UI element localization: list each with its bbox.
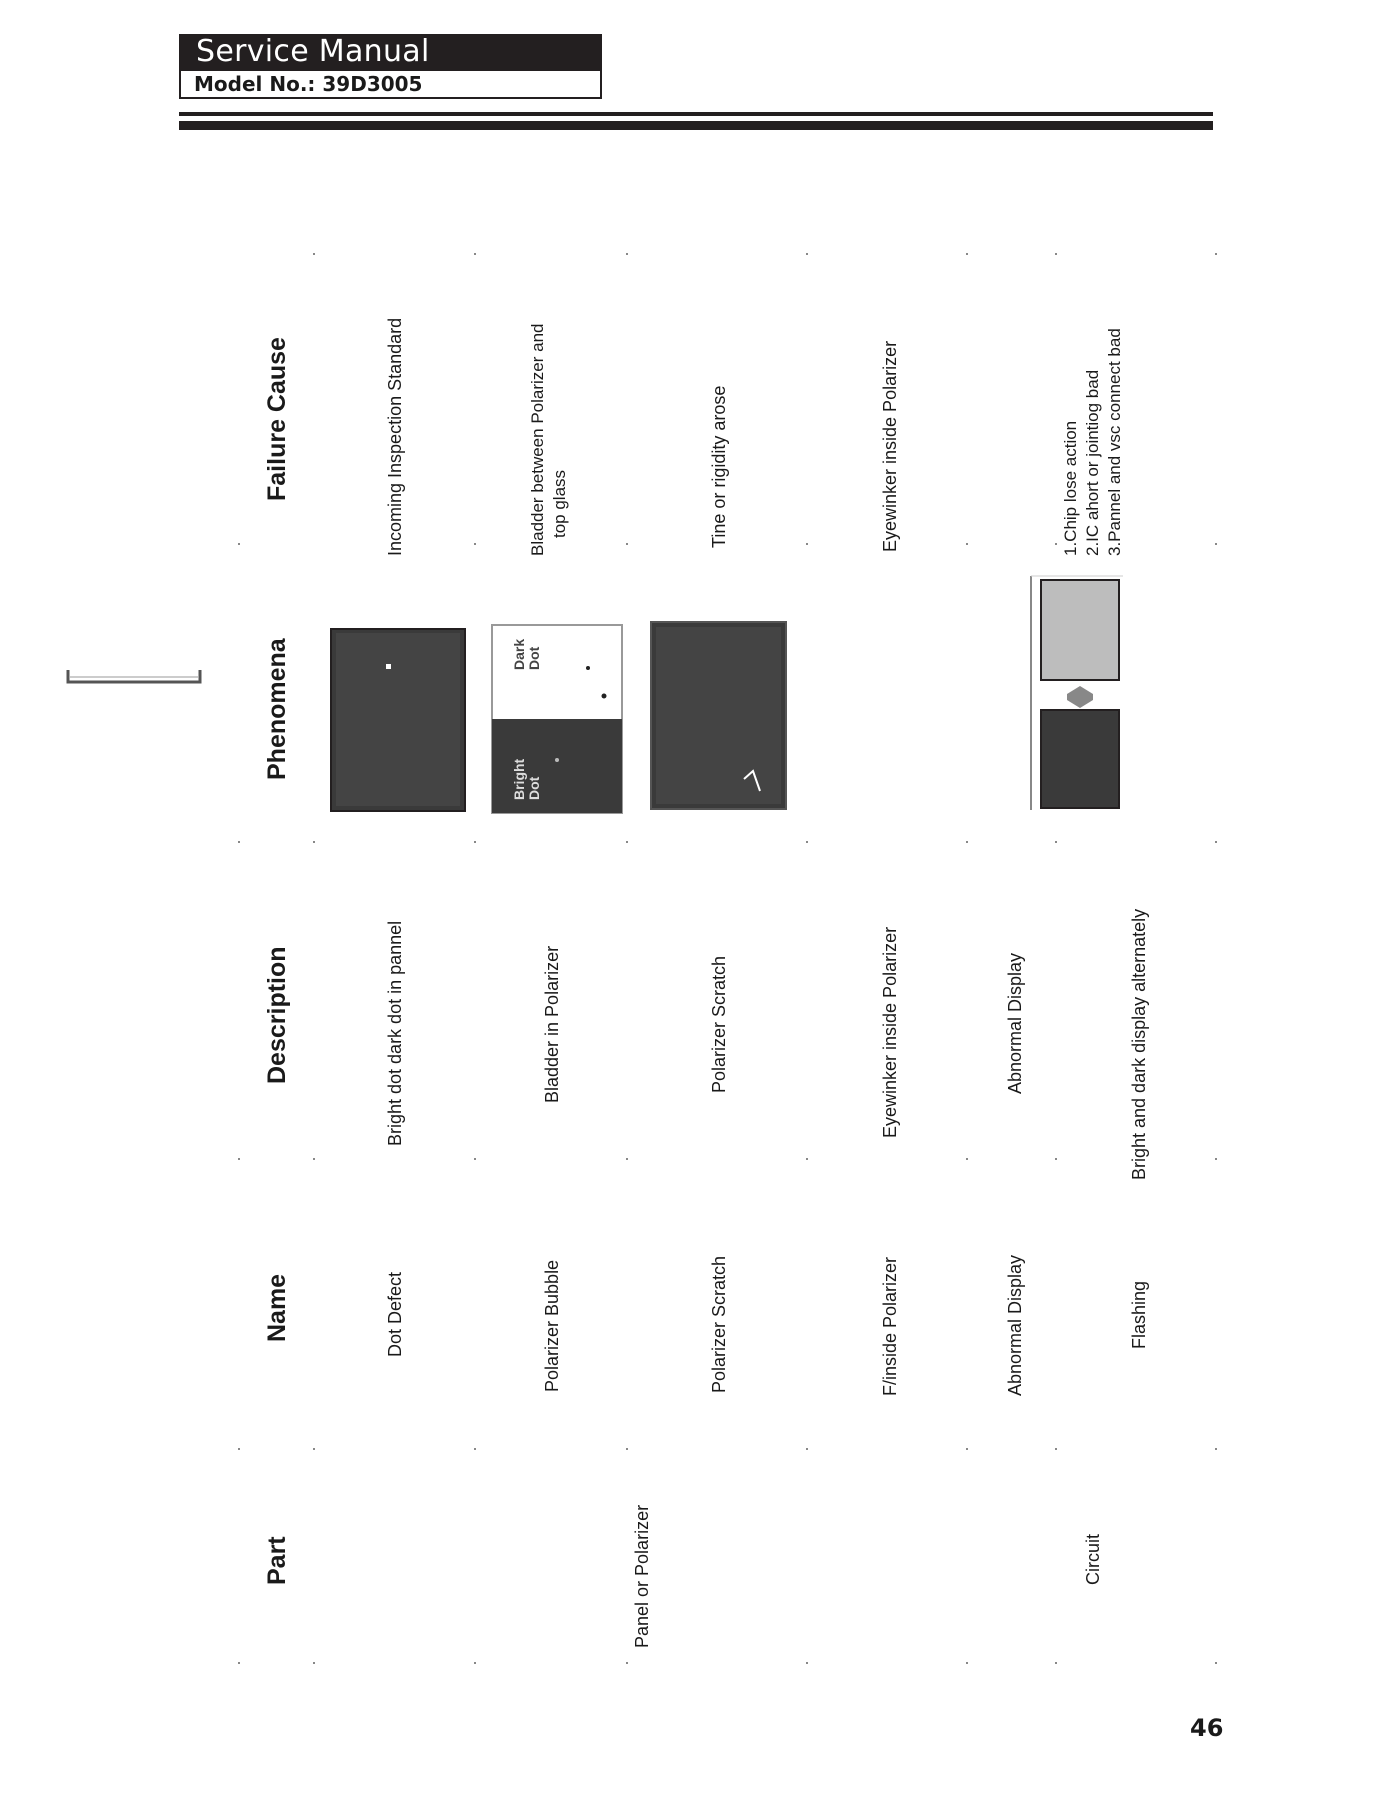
name-polarizer-bubble: Polarizer Bubble: [542, 1259, 562, 1392]
phenomena-polarizer-scratch-image: [650, 621, 787, 810]
column-header-name: Name: [263, 1273, 291, 1342]
phenomena-dark-dot-label: Dark Dot: [511, 638, 542, 670]
cause-polarizer-scratch: Tine or rigidity arose: [709, 385, 729, 548]
cause-polarizer-bubble-line-1: Bladder between Polarizer and: [528, 323, 547, 556]
cause-dot-defect: Incoming Inspection Standard: [385, 317, 405, 556]
description-polarizer-scratch: Polarizer Scratch: [709, 955, 729, 1093]
cause-f-inside-polarizer: Eyewinker inside Polarizer: [880, 340, 900, 552]
name-flashing: Flashing: [1129, 1280, 1149, 1349]
document-title: Service Manual: [179, 34, 602, 69]
part-panel-or-polarizer: Panel or Polarizer: [632, 1504, 652, 1648]
cause-flashing-line-3: 3.Pannel and vsc connect bad: [1105, 328, 1124, 556]
description-polarizer-bubble: Bladder in Polarizer: [542, 945, 562, 1103]
header-rule-thick: [179, 121, 1213, 130]
page-number: 46: [1190, 1714, 1224, 1742]
name-abnormal-display: Abnormal Display: [1005, 1254, 1025, 1396]
model-number: Model No.: 39D3005: [179, 69, 602, 99]
side-bracket-mark: [66, 668, 202, 688]
description-f-inside-polarizer: Eyewinker inside Polarizer: [880, 926, 900, 1138]
part-circuit: Circuit: [1083, 1533, 1103, 1585]
name-dot-defect: Dot Defect: [385, 1271, 405, 1357]
header-rule-thin: [179, 112, 1213, 116]
description-flashing: Bright and dark display alternately: [1129, 908, 1149, 1180]
phenomena-flashing-image: [1029, 574, 1125, 812]
cause-flashing-line-1: 1.Chip lose action: [1061, 420, 1080, 556]
name-polarizer-scratch: Polarizer Scratch: [709, 1255, 729, 1393]
description-dot-defect: Bright dot dark dot in pannel: [385, 920, 405, 1146]
column-header-phenomena: Phenomena: [263, 638, 291, 780]
name-f-inside-polarizer: F/inside Polarizer: [880, 1256, 900, 1396]
description-abnormal-display: Abnormal Display: [1005, 952, 1025, 1094]
cause-polarizer-bubble: [527, 324, 571, 556]
phenomena-dot-defect-image: [330, 628, 466, 812]
phenomena-bright-dot-label: Bright Dot: [511, 758, 542, 800]
cause-polarizer-bubble-line-2: top glass: [550, 469, 569, 538]
column-header-description: Description: [263, 946, 291, 1084]
column-header-failure-cause: Failure Cause: [263, 337, 291, 501]
column-header-part: Part: [263, 1536, 291, 1585]
cause-flashing-line-2: 2.IC ahort or jointiog bad: [1083, 369, 1102, 556]
cause-flashing: [1060, 328, 1126, 556]
